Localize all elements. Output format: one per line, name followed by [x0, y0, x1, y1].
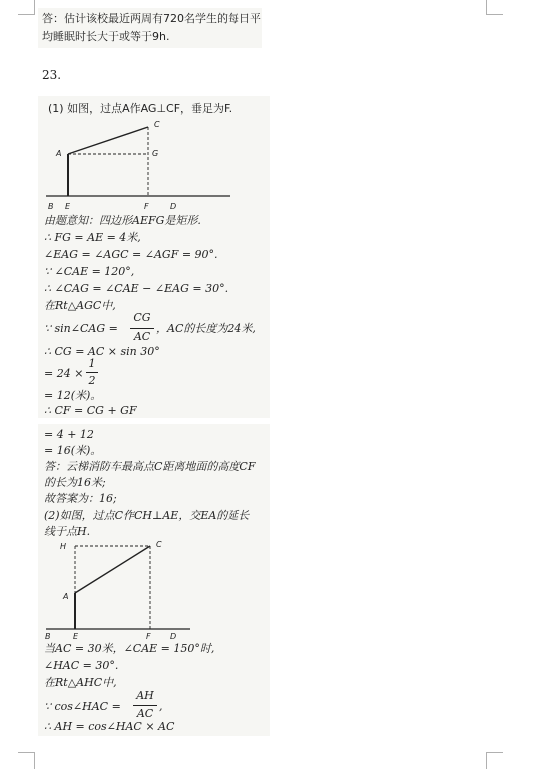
- ladder-arm-AC: [75, 546, 150, 593]
- sin-suffix: ，AC的长度为24米,: [156, 322, 256, 335]
- cos-suffix: ,: [159, 700, 163, 713]
- half-denominator: 2: [88, 374, 96, 387]
- result-line-1: = 12(米)。: [44, 389, 102, 402]
- figure-1: [40, 114, 240, 214]
- label-B: B: [48, 202, 54, 211]
- label-G: G: [152, 149, 159, 158]
- part1-line-5: ∴ ∠CAG = ∠CAE − ∠EAG = 30°.: [44, 282, 229, 295]
- part2-line-5: 故答案为：16;: [44, 492, 117, 505]
- label-C: C: [154, 120, 160, 129]
- part1-intro: (1) 如图，过点A作AG⊥CF，垂足为F.: [48, 102, 233, 115]
- final-line: ∴ AH = cos∠HAC × AC: [44, 720, 175, 733]
- cos-denominator: AC: [136, 707, 154, 720]
- label-E: E: [73, 632, 79, 641]
- part1-line-2: ∴ FG = AE = 4米,: [44, 231, 141, 244]
- part2-line-3: 答：云梯消防车最高点C距离地面的高度CF: [44, 460, 256, 473]
- part2-line-10: 在Rt△AHC中,: [44, 676, 117, 689]
- part2-line-6: (2)如图，过点C作CH⊥AE，交EA的延长: [44, 509, 250, 522]
- page-corner-mark: [18, 0, 35, 15]
- cos-numerator: AH: [136, 689, 154, 702]
- answer-line-1: 答：估计该校最近两周有720名学生的每日平: [42, 12, 261, 25]
- page-corner-mark: [18, 752, 35, 769]
- result-line-2: ∴ CF = CG + GF: [44, 404, 137, 417]
- part2-line-4: 的长为16米;: [44, 476, 106, 489]
- sin-fraction-bar: [130, 328, 154, 329]
- part2-line-2: = 16(米)。: [44, 444, 102, 457]
- page-corner-mark: [486, 0, 503, 15]
- problem-number: 23.: [42, 68, 62, 82]
- ladder-arm-AC: [68, 127, 148, 154]
- label-E: E: [65, 202, 71, 211]
- sin-denominator: AC: [133, 330, 151, 343]
- label-A: A: [63, 592, 69, 601]
- label-F: F: [144, 202, 149, 211]
- part2-line-1: = 4 + 12: [44, 428, 94, 441]
- part1-line-4: ∵ ∠CAE = 120°,: [44, 265, 135, 278]
- label-B: B: [45, 632, 51, 641]
- part2-line-8: 当AC = 30米，∠CAE = 150°时,: [44, 642, 215, 655]
- sin-prefix: ∵ sin∠CAG =: [44, 322, 118, 335]
- part1-line-1: 由题意知：四边形AEFG是矩形.: [44, 214, 201, 227]
- label-D: D: [170, 632, 177, 641]
- label-C: C: [156, 540, 162, 549]
- cos-prefix: ∵ cos∠HAC =: [44, 700, 121, 713]
- label-H: H: [60, 542, 67, 551]
- part1-line-3: ∠EAG = ∠AGC = ∠AGF = 90°.: [44, 248, 218, 261]
- times-line: = 24 ×: [44, 367, 84, 380]
- half-fraction-bar: [86, 372, 98, 373]
- label-A: A: [56, 149, 62, 158]
- label-D: D: [170, 202, 177, 211]
- cos-fraction-bar: [133, 705, 157, 706]
- part1-line-6: 在Rt△AGC中,: [44, 299, 116, 312]
- figure-2: [40, 538, 240, 642]
- page-corner-mark: [486, 752, 503, 769]
- part2-line-9: ∠HAC = 30°.: [44, 659, 119, 672]
- half-numerator: 1: [88, 357, 96, 370]
- cg-line: ∴ CG = AC × sin 30°: [44, 345, 160, 358]
- part2-line-7: 线于点H.: [44, 525, 91, 538]
- sin-numerator: CG: [133, 311, 151, 324]
- label-F: F: [146, 632, 151, 641]
- answer-line-2: 均睡眠时长大于或等于9h.: [42, 30, 170, 43]
